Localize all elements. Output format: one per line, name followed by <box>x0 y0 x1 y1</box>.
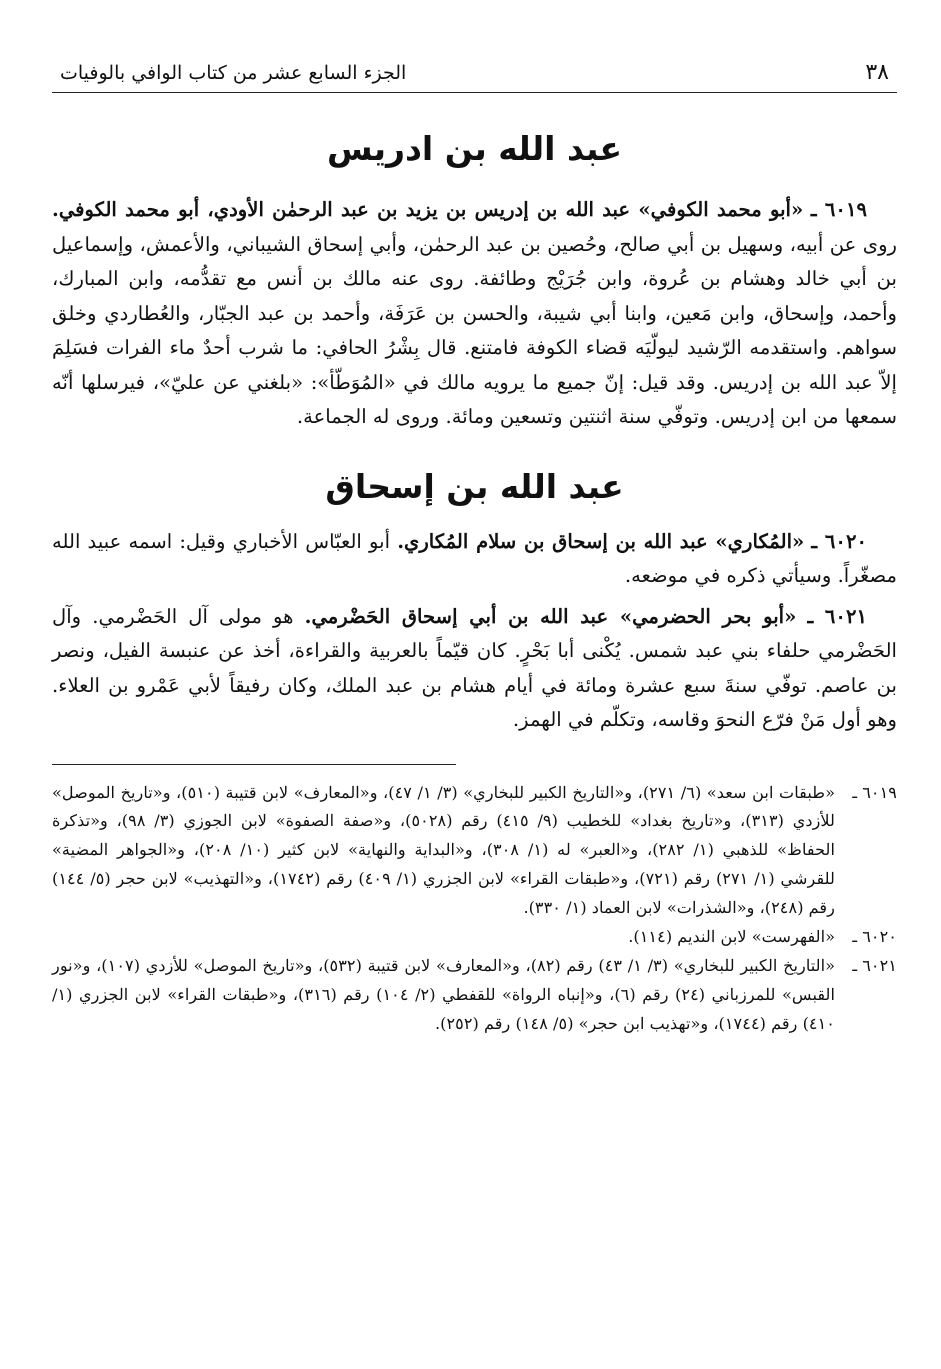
book-page <box>52 60 897 1039</box>
footnote-divider <box>52 764 456 765</box>
running-title: الجزء السابع عشر من كتاب الوافي بالوفيات <box>60 62 407 84</box>
footnote-6019 <box>52 779 897 924</box>
biography-entry-6021 <box>52 600 897 738</box>
entry-text: أبو العبّاس الأخباري وقيل: اسمه عبيد الله مصغّراً. وسيأتي ذكره في موضعه. <box>52 529 897 587</box>
entry-text: روى عن أبيه، وسهيل بن أبي صالح، وحُصين بن عبد الرحمٰن، وأبي إسحاق الشيباني، والأعمش، وإسماعيل بن أبي خالد وهشام بن عُروة، وابن جُرَيْج وطائفة. روى عنه مالك بن أنس مع تقدُّمه، وابن المبارك، وأحمد، وإسحاق، وابن مَعين، وابنا أبي شيبة، والحسن بن عَرَفَة، وأحمد بن عبد الجبّار، والعُطاردي وخلق سواهم. واستقدمه الرّشيد ليولّيَه قضاء الكوفة فامتنع. قال بِشْرُ الحافي: ما شرب أحدٌ ماء الفرات فسَلِمَ إلاّ عبد الله بن إدريس. وقد قيل: إنّ جميع ما يرويه مالك في «المُوَطّأ»: «بلغني عن عليّ»، فيرسلها أنّه سمعها من ابن إدريس. وتوفّي سنة اثنتين وتسعين ومائة. وروى له الجماعة. <box>52 232 897 428</box>
entry-heading-abdullah-ibn-ishaq: عبد الله بن إسحاق <box>325 466 624 506</box>
entry-number: ٦٠٢١ ـ <box>807 604 868 628</box>
footnote-text: «الفهرست» لابن النديم (١١٤). <box>628 927 835 947</box>
entry-heading-abdullah-ibn-idris: عبد الله بن ادريس <box>326 129 623 168</box>
biography-entry-6019 <box>52 193 897 435</box>
entry-name: «أبو محمد الكوفي» عبد الله بن إدريس بن يزيد بن عبد الرحمٰن الأودي، أبو محمد الكوفي. <box>52 198 804 221</box>
entry-name: «المُكاري» عبد الله بن إسحاق بن سلام المُكاري. <box>397 529 805 553</box>
footnote-number: ٦٠١٩ ـ <box>852 782 897 802</box>
page-number: ٣٨ <box>865 60 889 85</box>
entry-number: ٦٠٢٠ ـ <box>811 529 868 553</box>
footnote-6021 <box>52 952 897 1039</box>
entry-number: ٦٠١٩ ـ <box>810 198 867 221</box>
footnote-text: «التاريخ الكبير للبخاري» (٣/ ١/ ٤٣) رقم (٨٢)، و«المعارف» لابن قتيبة (٥٣٢)، و«تاريخ الموصل» للأزدي (١٠٧)، و«نور القبس» للمرزباني (٢٤) رقم (٦)، و«إنباه الرواة» للقفطي (٢/ ١٠٤) رقم (٣١٦)، و«طبقات القراء» لابن الجزري (١/ ٤١٠) رقم (١٧٤٤)، و«تهذيب ابن حجر» (٥/ ١٤٨) رقم (٢٥٢). <box>52 955 835 1033</box>
footnote-text: «طبقات ابن سعد» (٦/ ٢٧١)، و«التاريخ الكبير للبخاري» (٣/ ١/ ٤٧)، و«المعارف» لابن قتيبة (٥١٠)، و«تاريخ الموصل» للأزدي (٣١٣)، و«تاريخ بغداد» للخطيب (٩/ ٤١٥) رقم (٥٠٢٨)، و«صفة الصفوة» لابن الجوزي (٣/ ٩٨)، و«تذكرة الحفاظ» للذهبي (١/ ٢٨٢)، و«العبر» له (١/ ٣٠٨)، و«البداية والنهاية» لابن كثير (١٠/ ٢٠٨)، و«الجواهر المضية» للقرشي (١/ ٢٧١) رقم (٧٢١)، و«طبقات القراء» لابن الجزري (١/ ٤٠٩) رقم (١٧٤٢)، و«التهذيب» لابن حجر (٥/ ١٤٤) رقم (٢٤٨)، و«الشذرات» لابن العماد (١/ ٣٣٠). <box>52 782 836 918</box>
entry-text: هو مولى آل الحَضْرمي. وآل الحَضْرمي حلفاء بني عبد شمس. يُكْنى أبا بَحْرٍ. كان قيّماً بالعربية والقراءة، أخذ عن عنبسة الفيل، ونصر بن عاصم. توفّي سنةَ سبع عشرة ومائة في أيام هشام بن عبد الملك، وكان رفيقاً لأبي عَمْرو بن العلاء. وهو أول مَنْ فرّع النحوَ وقاسه، وتكلّم في الهمز. <box>52 604 897 731</box>
running-header <box>52 60 897 93</box>
footnote-6020 <box>52 923 897 952</box>
footnotes <box>52 779 897 1039</box>
footnote-number: ٦٠٢١ ـ <box>852 955 897 975</box>
entry-name: «أبو بحر الحضرمي» عبد الله بن أبي إسحاق الحَضْرمي. <box>304 604 797 628</box>
biography-entry-6020 <box>52 525 897 594</box>
footnote-number: ٦٠٢٠ ـ <box>852 927 897 947</box>
